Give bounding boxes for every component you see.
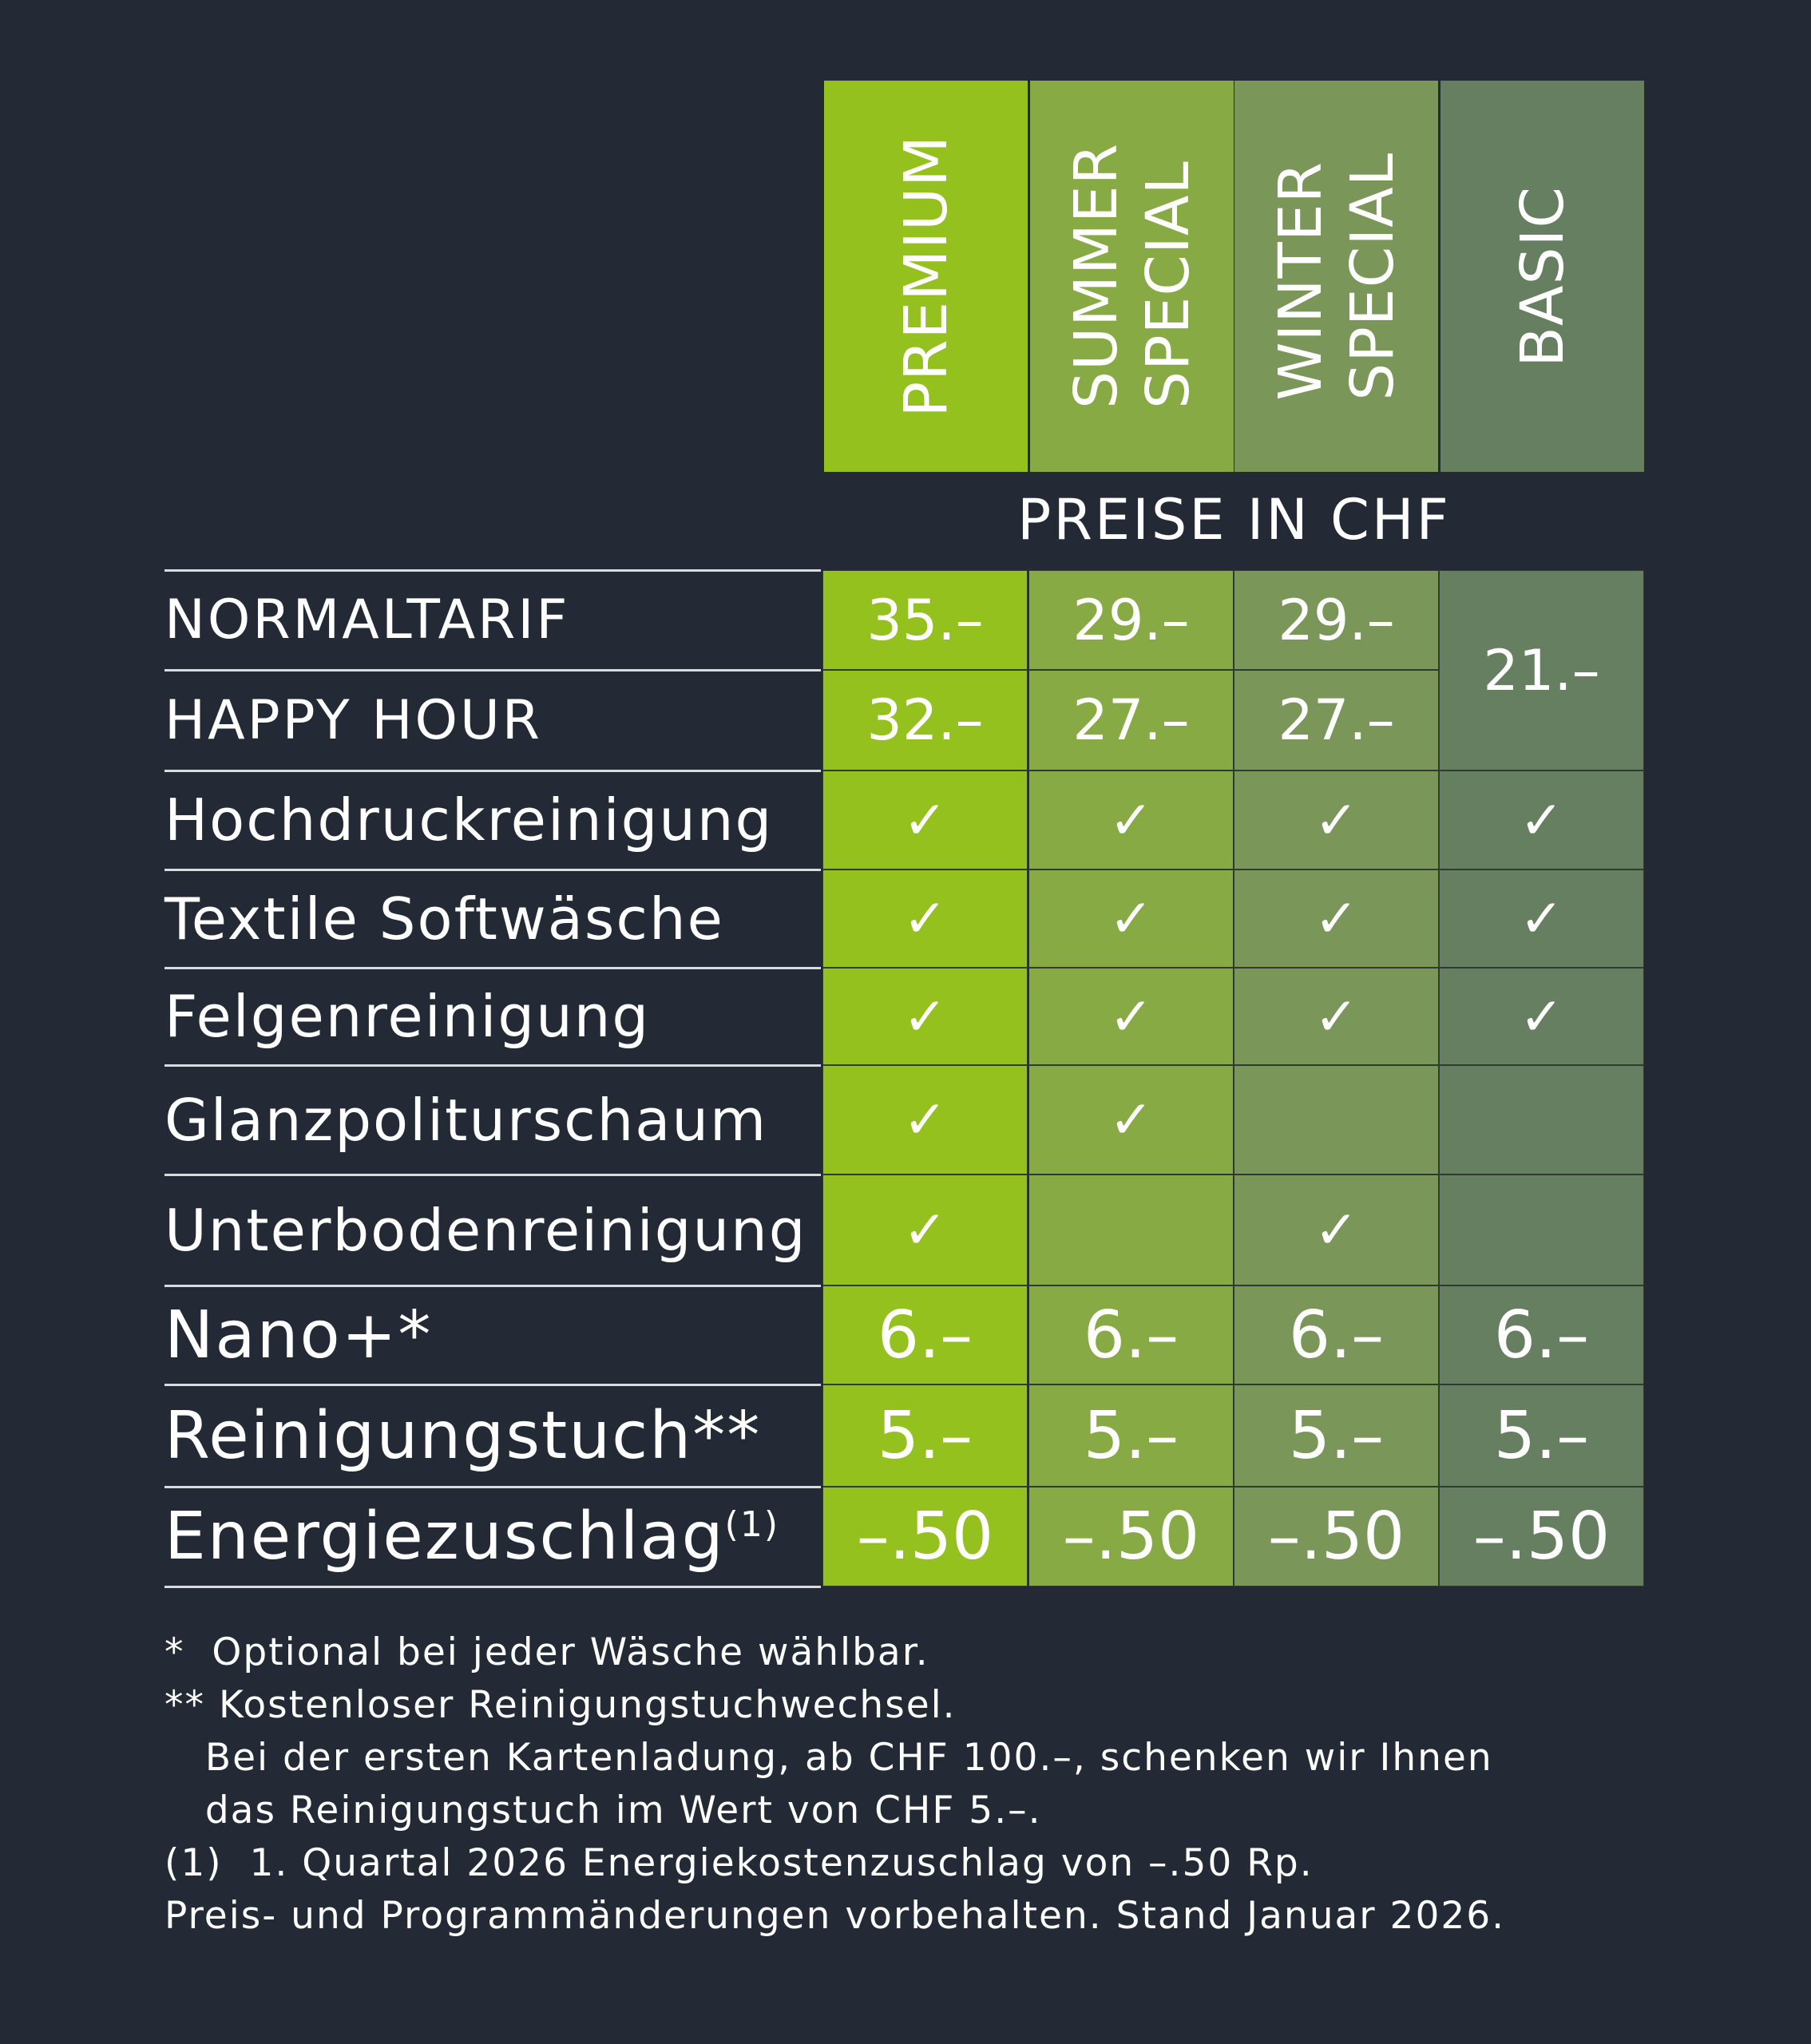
table-cell [1234,869,1439,968]
price-value: 6.– [1493,1297,1590,1373]
checkmark-icon: ✓ [1519,888,1564,949]
footnote-line: * Optional bei jeder Wäsche wählbar. [164,1630,929,1674]
checkmark-icon: ✓ [1314,985,1359,1048]
row-label-text: Textile Softwäsche [164,885,724,953]
footnote-line: Preis- und Programmänderungen vorbehalten. Stand Januar 2026. [164,1894,1506,1938]
table-cell [1028,1065,1234,1175]
checkmark-icon: ✓ [902,888,948,949]
checkmark-icon: ✓ [902,789,948,851]
table-cell [1028,869,1234,968]
checkmark-icon: ✓ [1314,888,1359,949]
price-value: 29.– [1072,587,1190,653]
table-cell [822,1487,1028,1586]
row-label [164,570,570,670]
price-value: –.50 [856,1499,994,1575]
footnote-line: (1) 1. Quartal 2026 Energiekostenzuschlag von –.50 Rp. [164,1841,1314,1885]
table-cell [822,869,1028,968]
table-cell [1028,670,1234,770]
table-cell [822,1285,1028,1384]
row-label [164,968,650,1065]
checkmark-icon: ✓ [1519,789,1564,851]
row-label [164,1487,779,1586]
table-cell [822,670,1028,770]
checkmark-icon: ✓ [1108,1089,1154,1151]
table-cell [1439,1175,1644,1285]
price-value: 6.– [1083,1297,1179,1373]
table-cell [822,968,1028,1065]
row-label-text: Glanzpoliturschaum [164,1086,768,1154]
checkmark-icon: ✓ [1108,888,1154,949]
plan-name: SUMMER SPECIAL [1061,143,1203,410]
table-cell [822,1065,1028,1175]
checkmark-icon: ✓ [902,1199,948,1261]
price-value: 32.– [866,687,984,753]
price-value: 6.– [1288,1297,1385,1373]
table-cell [1028,570,1234,670]
checkmark-icon: ✓ [902,1089,948,1151]
price-value: 35.– [866,587,984,653]
table-cell [1028,968,1234,1065]
footnote-line: ** Kostenloser Reinigungstuchwechsel. [164,1683,957,1727]
price-value: 29.– [1278,587,1395,653]
row-label-text: Felgenreinigung [164,983,651,1050]
row-label [164,770,773,869]
row-label-text: Reinigungstuch** [164,1397,762,1474]
price-value: 5.– [1083,1397,1179,1474]
table-cell [1234,670,1439,770]
table-cell [1439,1065,1644,1175]
checkmark-icon: ✓ [1108,789,1154,851]
checkmark-icon: ✓ [902,985,948,1048]
table-cell [1439,1384,1644,1487]
price-value: 6.– [877,1297,973,1373]
row-label [164,1175,806,1285]
table-cell [1028,770,1234,869]
row-label-text: Nano+* [164,1297,433,1373]
row-label-text: Hochdruckreinigung [164,786,774,854]
table-cell [1234,1285,1439,1384]
plan-header-1 [1030,81,1234,472]
checkmark-icon: ✓ [1519,985,1564,1048]
row-label [164,1285,432,1384]
table-cell [1439,1285,1644,1384]
table-cell [822,770,1028,869]
table-cell [1439,968,1644,1065]
price-value: 5.– [1493,1397,1590,1474]
currency-heading: PREISE IN CHF [1017,487,1451,553]
table-cell [1234,1065,1439,1175]
table-cell [1028,1384,1234,1487]
plan-header-2 [1234,81,1438,472]
checkmark-icon: ✓ [1108,985,1154,1048]
table-cell [1028,1175,1234,1285]
table-cell [822,1175,1028,1285]
footnote-marker: (1) [724,1503,779,1545]
plan-header-0 [824,81,1028,472]
footnote-line: das Reinigungstuch im Wert von CHF 5.–. [164,1788,1042,1832]
table-cell [1234,1487,1439,1586]
price-value: 27.– [1278,687,1395,753]
price-value: 21.– [1483,637,1600,703]
plan-name: BASIC [1508,185,1577,367]
checkmark-icon: ✓ [1314,1199,1359,1261]
price-value: –.50 [1472,1499,1611,1575]
row-label [164,1065,767,1175]
row-label-text: Unterbodenreinigung [164,1196,807,1264]
price-value: 5.– [877,1397,973,1474]
table-cell [1439,869,1644,968]
plan-name: PREMIUM [891,135,961,418]
table-cell [1234,770,1439,869]
row-label-text: HAPPY HOUR [164,688,542,752]
footnote-line: Bei der ersten Kartenladung, ab CHF 100.–, schenken wir Ihnen [164,1736,1493,1780]
table-cell [1439,570,1644,770]
row-label-text: NORMALTARIF [164,588,570,652]
row-label [164,869,724,968]
table-cell [822,1384,1028,1487]
table-cell [1234,1384,1439,1487]
plan-header-3 [1440,81,1644,472]
table-cell [1234,1175,1439,1285]
table-cell [1234,570,1439,670]
table-cell [1439,770,1644,869]
row-label-text: Energiezuschlag [164,1499,725,1575]
table-cell [1028,1285,1234,1384]
plan-name: WINTER SPECIAL [1266,152,1407,401]
table-cell [1234,968,1439,1065]
price-value: –.50 [1062,1499,1200,1575]
table-cell [822,570,1028,670]
row-label [164,1384,761,1487]
checkmark-icon: ✓ [1314,789,1359,851]
table-cell [1028,1487,1234,1586]
price-value: 5.– [1288,1397,1385,1474]
table-cell [1439,1487,1644,1586]
price-value: –.50 [1267,1499,1405,1575]
price-value: 27.– [1072,687,1190,753]
row-label [164,670,542,770]
